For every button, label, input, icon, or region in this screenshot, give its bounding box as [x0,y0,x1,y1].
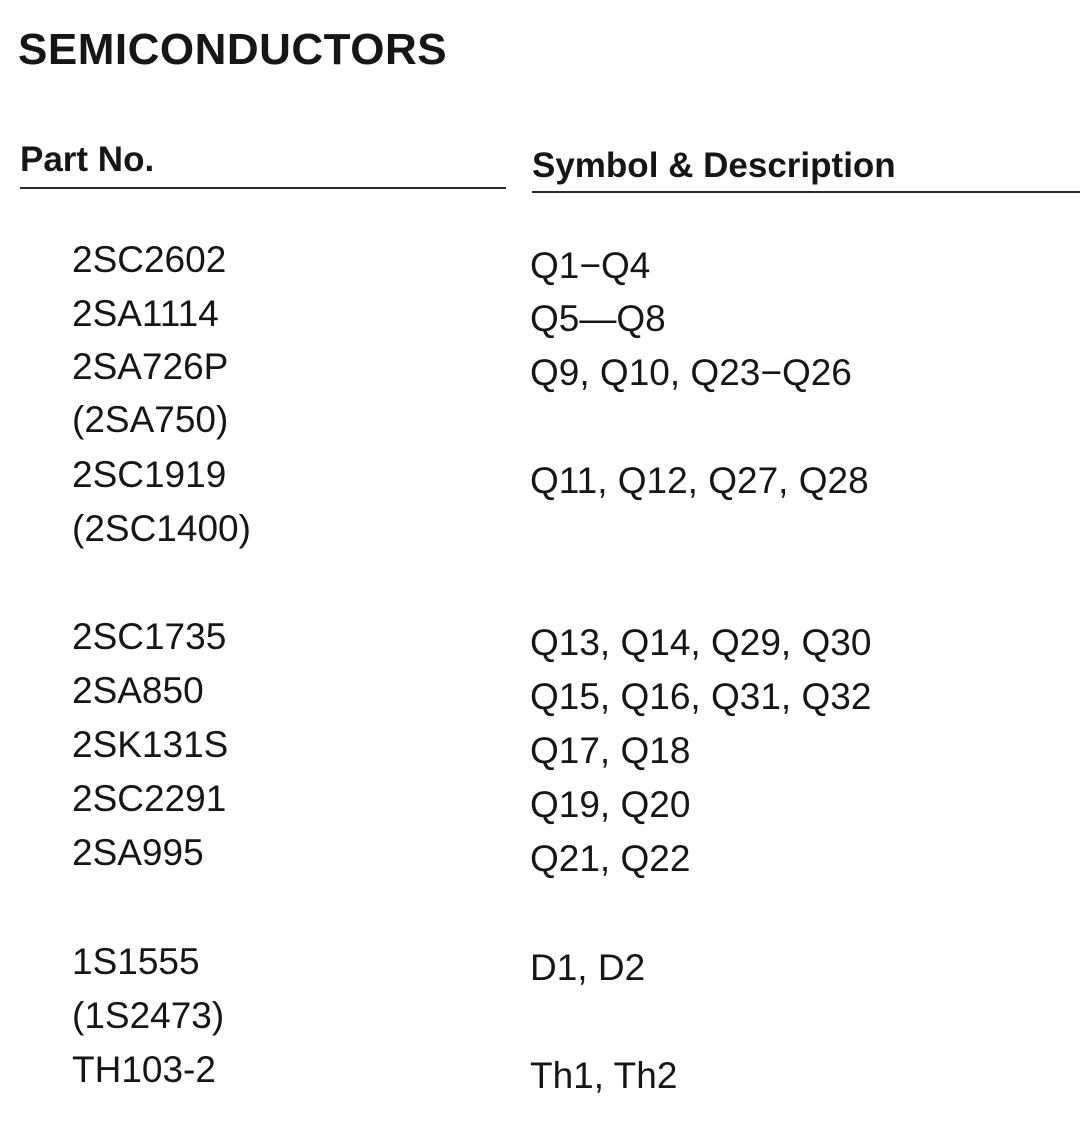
symbol-description: Q21, Q22 [530,838,691,879]
part-number: 2SC2291 [72,778,227,819]
symbol-description: Q11, Q12, Q27, Q28 [530,460,869,501]
part-number: 2SA726P [72,346,229,387]
part-number: 2SC1919 [72,454,227,495]
part-no-header: Part No. [20,140,155,179]
part-number: 2SC1735 [72,616,227,657]
part-number: 2SA850 [72,670,204,711]
symbol-description: Q1−Q4 [530,245,651,286]
symbol-description-header-rule [532,191,1080,193]
part-number: (1S2473) [72,995,225,1036]
page-title: SEMICONDUCTORS [18,25,448,74]
symbol-description: Q19, Q20 [530,784,691,825]
part-no-header-rule [20,187,506,189]
part-number: 2SA995 [72,832,204,873]
part-number: (2SA750) [72,399,229,440]
symbol-description: Q5—Q8 [530,298,666,339]
part-number: 2SK131S [72,724,229,765]
part-number: (2SC1400) [72,508,251,549]
symbol-description: D1, D2 [530,947,646,988]
symbol-description: Q17, Q18 [530,730,691,771]
symbol-description: Q15, Q16, Q31, Q32 [530,676,872,717]
part-number: TH103-2 [72,1049,216,1090]
symbol-description-header: Symbol & Description [532,146,896,185]
symbol-description: Q13, Q14, Q29, Q30 [530,622,872,663]
part-number: 2SC2602 [72,239,227,280]
part-number: 1S1555 [72,941,200,982]
symbol-description: Th1, Th2 [530,1055,678,1096]
symbol-description: Q9, Q10, Q23−Q26 [530,352,852,393]
part-number: 2SA1114 [72,293,219,334]
